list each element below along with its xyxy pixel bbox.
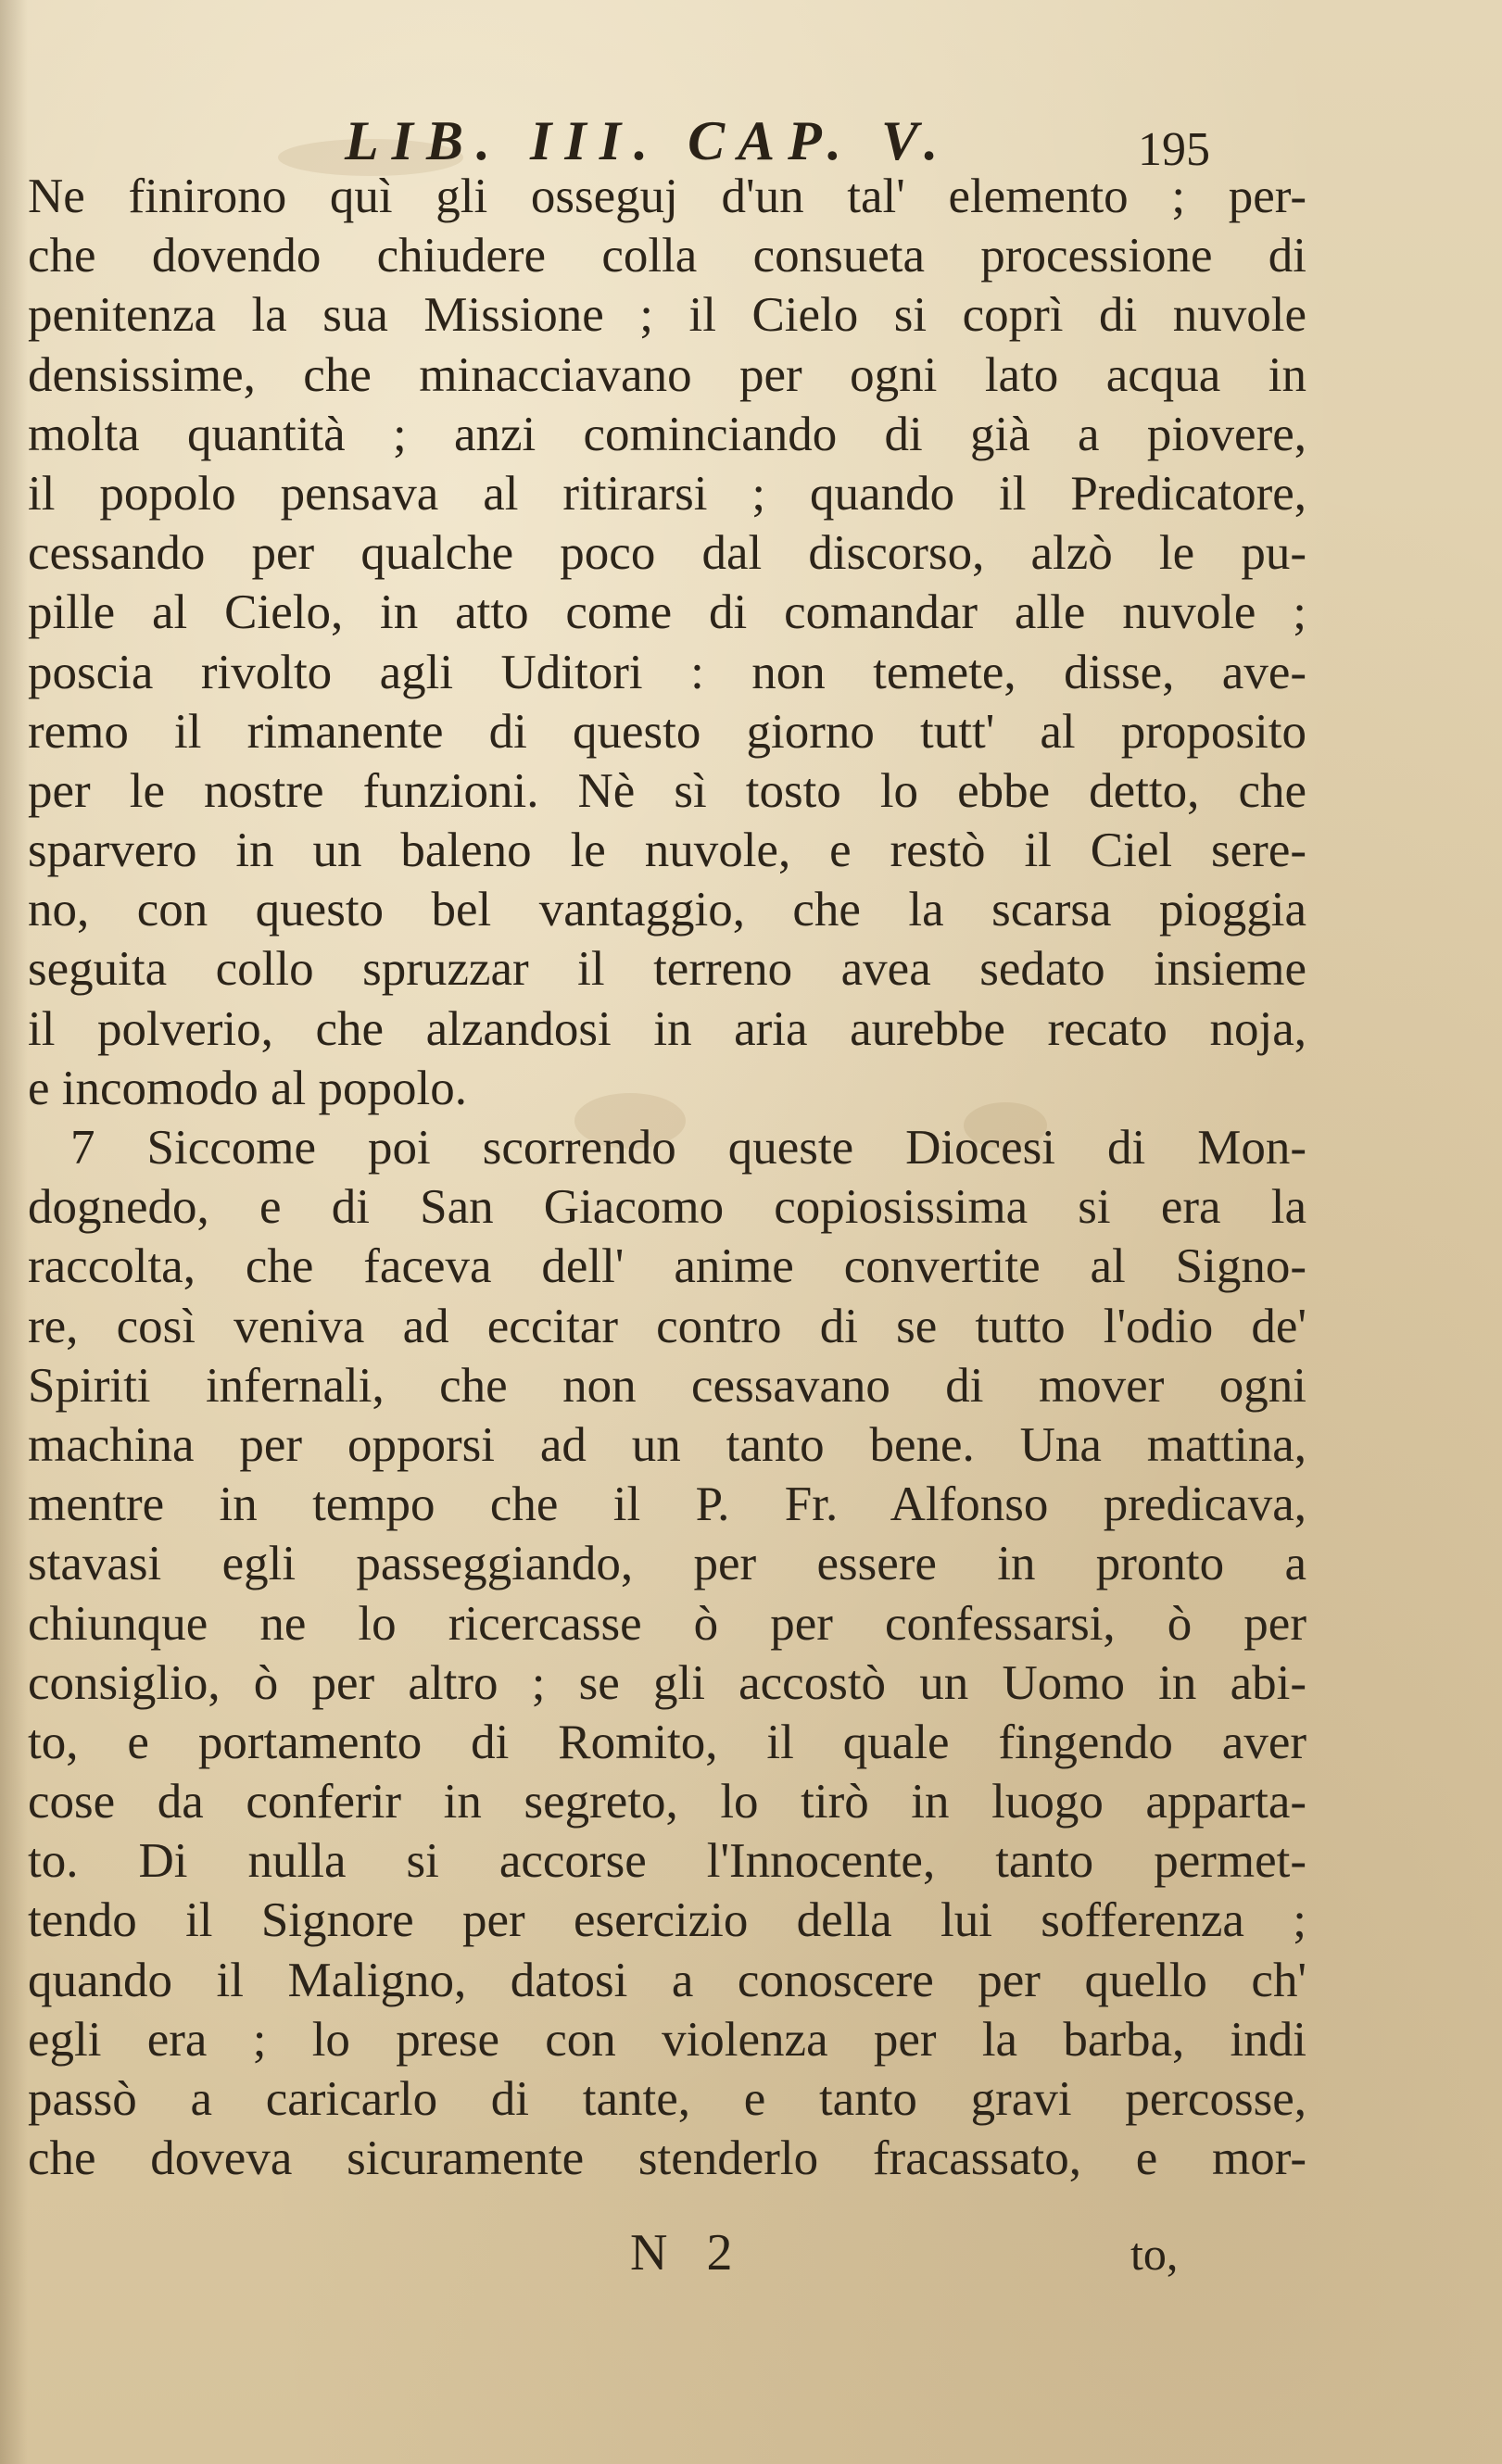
text-line: to, e portamento di Romito, il quale fingendo aver: [28, 1715, 1306, 1769]
text-line: Spiriti infernali, che non cessavano di mover ogni: [28, 1358, 1306, 1413]
text-line: che doveva sicuramente stenderlo fracassato, e mor-: [28, 2131, 1306, 2186]
text-line: no, con questo bel vantaggio, che la scarsa pioggia: [28, 883, 1306, 937]
text-line: densissime, che minacciavano per ogni lato acqua in: [28, 347, 1306, 402]
catchword: to,: [1130, 2228, 1179, 2280]
text-line: quando il Maligno, datosi a conoscere per quello ch': [28, 1953, 1306, 2007]
text-line: Ne finirono quì gli osseguj d'un tal' elemento ; per-: [28, 170, 1306, 223]
text-line: poscia rivolto agli Uditori : non temete, disse, ave-: [28, 645, 1306, 699]
text-line: raccolta, che faceva dell' anime convertite al Signo-: [28, 1239, 1306, 1294]
gutter-shadow: [0, 0, 28, 2464]
text-line: che dovendo chiudere colla consueta processione di: [28, 229, 1306, 283]
text-line: consiglio, ò per altro ; se gli accostò un Uomo in abi-: [28, 1655, 1306, 1710]
text-line: pille al Cielo, in atto come di comandar alle nuvole ;: [28, 585, 1306, 640]
page-body: [28, 167, 1306, 2188]
text-line: seguita collo spruzzar il terreno avea sedato insieme: [28, 942, 1306, 997]
text-line: remo il rimanente di questo giorno tutt' al proposito: [28, 704, 1306, 759]
running-head: LIB. III. CAP. V.: [345, 110, 952, 171]
signature-mark: N 2: [630, 2224, 746, 2282]
text-line: cose da conferir in segreto, lo tirò in luogo apparta-: [28, 1775, 1306, 1829]
page-number: 195: [1138, 123, 1210, 176]
text-line: egli era ; lo prese con violenza per la barba, indi: [28, 2012, 1306, 2067]
text-line: dognedo, e di San Giacomo copiosissima si era la: [28, 1180, 1306, 1235]
text-line: tendo il Signore per esercizio della lui sofferenza ;: [28, 1893, 1306, 1948]
text-line: molta quantità ; anzi cominciando di già a piovere,: [28, 407, 1306, 461]
text-line: machina per opporsi ad un tanto bene. Una mattina,: [28, 1417, 1306, 1472]
text-line: il popolo pensava al ritirarsi ; quando il Predicatore,: [28, 466, 1306, 521]
text-line: passò a caricarlo di tante, e tanto gravi percosse,: [28, 2072, 1306, 2126]
text-line: chiunque ne lo ricercasse ò per confessarsi, ò per: [28, 1596, 1306, 1651]
text-line: re, così veniva ad eccitar contro di se tutto l'odio de': [28, 1299, 1306, 1353]
page-footer: [0, 2223, 1502, 2297]
text-line: stavasi egli passeggiando, per essere in pronto a: [28, 1537, 1306, 1591]
text-line: sparvero in un baleno le nuvole, e restò il Ciel sere-: [28, 823, 1306, 878]
text-line: il polverio, che alzandosi in aria aurebbe recato noja,: [28, 1001, 1306, 1056]
text-line: penitenza la sua Missione ; il Cielo si coprì di nuvole: [28, 288, 1306, 343]
text-line: to. Di nulla si accorse l'Innocente, tanto permet-: [28, 1834, 1306, 1889]
text-line: per le nostre funzioni. Nè sì tosto lo ebbe detto, che: [28, 763, 1306, 818]
text-line: cessando per qualche poco dal discorso, alzò le pu-: [28, 526, 1306, 581]
text-line: e incomodo al popolo.: [28, 1061, 467, 1115]
text-line: 7 Siccome poi scorrendo queste Diocesi di Mon-: [70, 1121, 1306, 1175]
text-line: mentre in tempo che il P. Fr. Alfonso predicava,: [28, 1477, 1306, 1532]
